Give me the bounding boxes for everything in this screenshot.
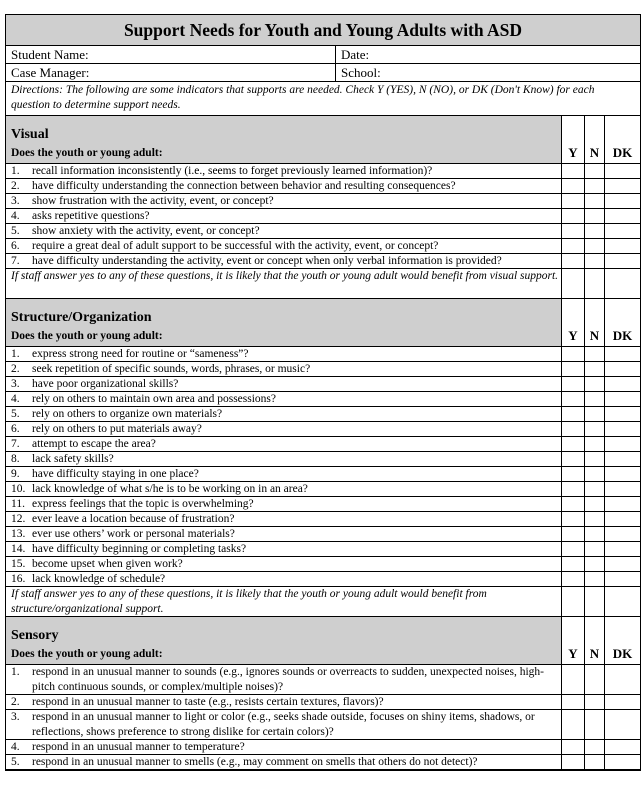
section-note-row [6, 269, 640, 299]
question-number: 11. [11, 498, 25, 510]
question-row [6, 392, 640, 407]
question-text: attempt to escape the area? [32, 438, 156, 450]
question-row [6, 164, 640, 179]
question-item [11, 527, 561, 541]
dont-know-checkbox-cell[interactable] [605, 254, 640, 268]
no-checkbox-cell[interactable] [585, 407, 605, 421]
support-needs-form [5, 14, 641, 771]
question-cell [6, 527, 562, 541]
dont-know-checkbox-cell[interactable] [605, 362, 640, 376]
yes-checkbox-cell[interactable] [562, 224, 585, 238]
question-cell [6, 194, 562, 208]
question-cell [6, 392, 562, 406]
question-number: 6. [11, 240, 20, 252]
dont-know-checkbox-cell[interactable] [605, 377, 640, 391]
question-number: 14. [11, 543, 26, 555]
column-no-header: N [585, 116, 605, 163]
question-text: respond in an unusual manner to temperature? [32, 741, 245, 753]
question-item [11, 392, 561, 406]
yes-checkbox-cell[interactable] [562, 407, 585, 421]
question-item [11, 209, 561, 223]
question-text: have difficulty staying in one place? [32, 468, 199, 480]
question-row [6, 755, 640, 770]
question-text: respond in an unusual manner to sounds (e.g., ignores sounds or overreacts to sudden, unexpected noises, high-pitch continuous sounds, or complex/multiple noises)? [32, 666, 544, 693]
question-number: 12. [11, 513, 26, 525]
yes-checkbox-cell[interactable] [562, 179, 585, 193]
question-number: 6. [11, 423, 20, 435]
no-checkbox-cell[interactable] [585, 542, 605, 556]
note-dk-cell [605, 587, 640, 616]
no-checkbox-cell[interactable] [585, 512, 605, 526]
question-cell [6, 482, 562, 496]
section-title: Sensory [11, 628, 59, 643]
question-text: respond in an unusual manner to taste (e.g., resists certain textures, flavors)? [32, 696, 384, 708]
question-number: 3. [11, 711, 20, 723]
school-field[interactable]: School: [341, 65, 381, 80]
section-header [6, 116, 640, 164]
question-item [11, 665, 561, 694]
yes-checkbox-cell[interactable] [562, 347, 585, 361]
question-row [6, 422, 640, 437]
question-text: rely on others to put materials away? [32, 423, 202, 435]
question-cell [6, 755, 562, 769]
note-y-cell [562, 269, 585, 298]
question-cell [6, 164, 562, 178]
yes-checkbox-cell[interactable] [562, 755, 585, 769]
dont-know-checkbox-cell[interactable] [605, 740, 640, 754]
no-checkbox-cell[interactable] [585, 665, 605, 694]
column-yes-header: Y [562, 299, 585, 346]
question-item [11, 347, 561, 361]
question-number: 7. [11, 438, 20, 450]
question-cell [6, 695, 562, 709]
question-item [11, 512, 561, 526]
yes-checkbox-cell[interactable] [562, 665, 585, 694]
note-dk-cell [605, 269, 640, 298]
column-yes-header: Y [562, 116, 585, 163]
question-cell [6, 452, 562, 466]
section-title: Structure/Organization [11, 310, 152, 325]
info-row-1 [6, 46, 640, 64]
question-text: lack safety skills? [32, 453, 114, 465]
question-item [11, 695, 561, 709]
dont-know-checkbox-cell[interactable] [605, 224, 640, 238]
no-checkbox-cell[interactable] [585, 164, 605, 178]
question-item [11, 407, 561, 421]
question-row [6, 407, 640, 422]
question-number: 4. [11, 393, 20, 405]
question-item [11, 557, 561, 571]
no-checkbox-cell[interactable] [585, 695, 605, 709]
question-number: 1. [11, 348, 20, 360]
dont-know-checkbox-cell[interactable] [605, 452, 640, 466]
column-yes-header: Y [562, 617, 585, 664]
no-checkbox-cell[interactable] [585, 209, 605, 223]
question-item [11, 710, 561, 739]
question-item [11, 572, 561, 586]
question-cell [6, 179, 562, 193]
column-no-header: N [585, 299, 605, 346]
question-item [11, 377, 561, 391]
no-checkbox-cell[interactable] [585, 497, 605, 511]
question-item [11, 467, 561, 481]
dont-know-checkbox-cell[interactable] [605, 347, 640, 361]
column-dont-know-header: DK [612, 328, 633, 343]
yes-checkbox-cell[interactable] [562, 512, 585, 526]
question-cell [6, 437, 562, 451]
section-header-cell [6, 617, 562, 664]
student-name-field[interactable]: Student Name: [6, 46, 336, 63]
section-note-row [6, 587, 640, 617]
question-cell [6, 497, 562, 511]
question-text: become upset when given work? [32, 558, 183, 570]
note-y-cell [562, 587, 585, 616]
no-checkbox-cell[interactable] [585, 422, 605, 436]
question-row [6, 239, 640, 254]
question-number: 4. [11, 741, 20, 753]
case-manager-field[interactable]: Case Manager: [6, 64, 336, 81]
question-item [11, 740, 561, 754]
dont-know-checkbox-cell[interactable] [605, 392, 640, 406]
no-checkbox-cell[interactable] [585, 755, 605, 769]
question-item [11, 437, 561, 451]
dont-know-checkbox-cell[interactable] [605, 497, 640, 511]
yes-checkbox-cell[interactable] [562, 527, 585, 541]
question-row [6, 665, 640, 695]
dont-know-checkbox-cell[interactable] [605, 209, 640, 223]
question-row [6, 572, 640, 587]
question-row [6, 362, 640, 377]
question-row [6, 482, 640, 497]
yes-checkbox-cell[interactable] [562, 695, 585, 709]
section-question: Does the youth or young adult: [11, 329, 163, 342]
question-text: lack knowledge of schedule? [32, 573, 166, 585]
yes-checkbox-cell[interactable] [562, 452, 585, 466]
question-item [11, 164, 561, 178]
yes-checkbox-cell[interactable] [562, 437, 585, 451]
question-text: express strong need for routine or “sameness”? [32, 348, 249, 360]
question-row [6, 254, 640, 269]
question-number: 2. [11, 180, 20, 192]
yes-checkbox-cell[interactable] [562, 710, 585, 739]
question-item [11, 224, 561, 238]
question-cell [6, 557, 562, 571]
no-checkbox-cell[interactable] [585, 377, 605, 391]
column-dont-know-header: DK [612, 646, 633, 661]
no-checkbox-cell[interactable] [585, 179, 605, 193]
question-item [11, 755, 561, 769]
question-number: 9. [11, 468, 20, 480]
question-text: recall information inconsistently (i.e., seems to forget previously learned information)? [32, 165, 433, 177]
dont-know-checkbox-cell[interactable] [605, 542, 640, 556]
question-cell [6, 377, 562, 391]
question-row [6, 347, 640, 362]
question-text: require a great deal of adult support to be successful with the activity, event, or concept? [32, 240, 439, 252]
info-row-2 [6, 64, 640, 82]
question-number: 1. [11, 666, 20, 678]
date-field[interactable]: Date: [341, 47, 370, 62]
dont-know-checkbox-cell[interactable] [605, 695, 640, 709]
question-number: 16. [11, 573, 26, 585]
dont-know-checkbox-cell[interactable] [605, 164, 640, 178]
no-checkbox-cell[interactable] [585, 527, 605, 541]
question-row [6, 467, 640, 482]
question-number: 15. [11, 558, 26, 570]
question-text: show anxiety with the activity, event, or concept? [32, 225, 260, 237]
section-note: If staff answer yes to any of these questions, it is likely that the youth or young adult would benefit from structure/organizational support. [6, 587, 562, 616]
no-checkbox-cell[interactable] [585, 452, 605, 466]
no-checkbox-cell[interactable] [585, 239, 605, 253]
dont-know-checkbox-cell[interactable] [605, 467, 640, 481]
no-checkbox-cell[interactable] [585, 437, 605, 451]
question-text: have difficulty beginning or completing tasks? [32, 543, 247, 555]
note-n-cell [585, 269, 605, 298]
section-header-cell [6, 116, 562, 163]
question-text: express feelings that the topic is overwhelming? [32, 498, 254, 510]
yes-checkbox-cell[interactable] [562, 392, 585, 406]
question-row [6, 557, 640, 572]
question-text: ever leave a location because of frustration? [32, 513, 235, 525]
yes-checkbox-cell[interactable] [562, 164, 585, 178]
section-header [6, 617, 640, 665]
question-number: 5. [11, 756, 20, 768]
dont-know-checkbox-cell[interactable] [605, 572, 640, 586]
question-item [11, 497, 561, 511]
question-number: 1. [11, 165, 20, 177]
question-row [6, 710, 640, 740]
question-row [6, 512, 640, 527]
dont-know-checkbox-cell[interactable] [605, 179, 640, 193]
dont-know-checkbox-cell[interactable] [605, 194, 640, 208]
section-header [6, 299, 640, 347]
yes-checkbox-cell[interactable] [562, 482, 585, 496]
question-item [11, 542, 561, 556]
question-item [11, 362, 561, 376]
section-header-cell [6, 299, 562, 346]
yes-checkbox-cell[interactable] [562, 542, 585, 556]
question-text: have difficulty understanding the connection between behavior and resulting consequences? [32, 180, 456, 192]
question-text: respond in an unusual manner to light or color (e.g., seeks shade outside, focuses on shiny items, shadows, or reflections, shows preference to strong dislike for certain colors)? [32, 711, 535, 738]
question-item [11, 179, 561, 193]
question-row [6, 194, 640, 209]
question-item [11, 194, 561, 208]
question-cell [6, 407, 562, 421]
question-number: 13. [11, 528, 26, 540]
question-row [6, 497, 640, 512]
question-cell [6, 467, 562, 481]
dont-know-checkbox-cell[interactable] [605, 512, 640, 526]
question-row [6, 179, 640, 194]
question-number: 10. [11, 483, 26, 495]
section-note: If staff answer yes to any of these questions, it is likely that the youth or young adult would benefit from visual support. [6, 269, 562, 298]
form-title: Support Needs for Youth and Young Adults with ASD [6, 15, 640, 46]
question-cell [6, 362, 562, 376]
dont-know-checkbox-cell[interactable] [605, 239, 640, 253]
question-number: 5. [11, 408, 20, 420]
question-cell [6, 347, 562, 361]
no-checkbox-cell[interactable] [585, 482, 605, 496]
question-text: have difficulty understanding the activity, event or concept when only verbal information is provided? [32, 255, 502, 267]
question-row [6, 377, 640, 392]
no-checkbox-cell[interactable] [585, 254, 605, 268]
question-row [6, 224, 640, 239]
question-number: 8. [11, 453, 20, 465]
question-text: ever use others’ work or personal materials? [32, 528, 235, 540]
question-text: show frustration with the activity, event, or concept? [32, 195, 274, 207]
question-cell [6, 422, 562, 436]
note-n-cell [585, 587, 605, 616]
dont-know-checkbox-cell[interactable] [605, 665, 640, 694]
question-text: seek repetition of specific sounds, words, phrases, or music? [32, 363, 311, 375]
no-checkbox-cell[interactable] [585, 557, 605, 571]
yes-checkbox-cell[interactable] [562, 422, 585, 436]
question-text: rely on others to maintain own area and possessions? [32, 393, 276, 405]
question-row [6, 527, 640, 542]
question-cell [6, 254, 562, 268]
section-question: Does the youth or young adult: [11, 146, 163, 159]
yes-checkbox-cell[interactable] [562, 254, 585, 268]
question-row [6, 452, 640, 467]
question-row [6, 542, 640, 557]
no-checkbox-cell[interactable] [585, 347, 605, 361]
question-number: 7. [11, 255, 20, 267]
no-checkbox-cell[interactable] [585, 740, 605, 754]
question-number: 2. [11, 696, 20, 708]
column-dont-know-header: DK [612, 145, 633, 160]
question-cell [6, 224, 562, 238]
yes-checkbox-cell[interactable] [562, 194, 585, 208]
question-row [6, 695, 640, 710]
question-item [11, 422, 561, 436]
question-text: rely on others to organize own materials? [32, 408, 223, 420]
question-number: 2. [11, 363, 20, 375]
question-item [11, 254, 561, 268]
question-item [11, 239, 561, 253]
yes-checkbox-cell[interactable] [562, 362, 585, 376]
question-text: lack knowledge of what s/he is to be working on in an area? [32, 483, 308, 495]
dont-know-checkbox-cell[interactable] [605, 527, 640, 541]
dont-know-checkbox-cell[interactable] [605, 557, 640, 571]
directions-text: Directions: The following are some indicators that supports are needed. Check Y (YES), N (NO), or DK (Don't Know) for each question to determine support needs. [6, 82, 640, 116]
question-number: 3. [11, 195, 20, 207]
question-text: asks repetitive questions? [32, 210, 150, 222]
question-text: respond in an unusual manner to smells (e.g., may comment on smells that others do not detect)? [32, 756, 478, 768]
question-row [6, 209, 640, 224]
section-question: Does the youth or young adult: [11, 647, 163, 660]
no-checkbox-cell[interactable] [585, 572, 605, 586]
dont-know-checkbox-cell[interactable] [605, 710, 640, 739]
dont-know-checkbox-cell[interactable] [605, 407, 640, 421]
column-no-header: N [585, 617, 605, 664]
yes-checkbox-cell[interactable] [562, 557, 585, 571]
yes-checkbox-cell[interactable] [562, 740, 585, 754]
dont-know-checkbox-cell[interactable] [605, 755, 640, 769]
no-checkbox-cell[interactable] [585, 710, 605, 739]
yes-checkbox-cell[interactable] [562, 377, 585, 391]
no-checkbox-cell[interactable] [585, 467, 605, 481]
yes-checkbox-cell[interactable] [562, 497, 585, 511]
question-number: 3. [11, 378, 20, 390]
question-cell [6, 542, 562, 556]
question-row [6, 437, 640, 452]
question-item [11, 452, 561, 466]
yes-checkbox-cell[interactable] [562, 239, 585, 253]
question-row [6, 740, 640, 755]
no-checkbox-cell[interactable] [585, 392, 605, 406]
question-cell [6, 740, 562, 754]
dont-know-checkbox-cell[interactable] [605, 437, 640, 451]
sections-container [6, 116, 640, 770]
yes-checkbox-cell[interactable] [562, 572, 585, 586]
question-cell [6, 665, 562, 694]
question-cell [6, 512, 562, 526]
section-title: Visual [11, 127, 49, 142]
question-number: 5. [11, 225, 20, 237]
question-cell [6, 209, 562, 223]
question-item [11, 482, 561, 496]
question-cell [6, 572, 562, 586]
question-cell [6, 710, 562, 739]
no-checkbox-cell[interactable] [585, 362, 605, 376]
no-checkbox-cell[interactable] [585, 194, 605, 208]
dont-know-checkbox-cell[interactable] [605, 422, 640, 436]
yes-checkbox-cell[interactable] [562, 209, 585, 223]
dont-know-checkbox-cell[interactable] [605, 482, 640, 496]
question-cell [6, 239, 562, 253]
question-number: 4. [11, 210, 20, 222]
question-text: have poor organizational skills? [32, 378, 179, 390]
yes-checkbox-cell[interactable] [562, 467, 585, 481]
no-checkbox-cell[interactable] [585, 224, 605, 238]
